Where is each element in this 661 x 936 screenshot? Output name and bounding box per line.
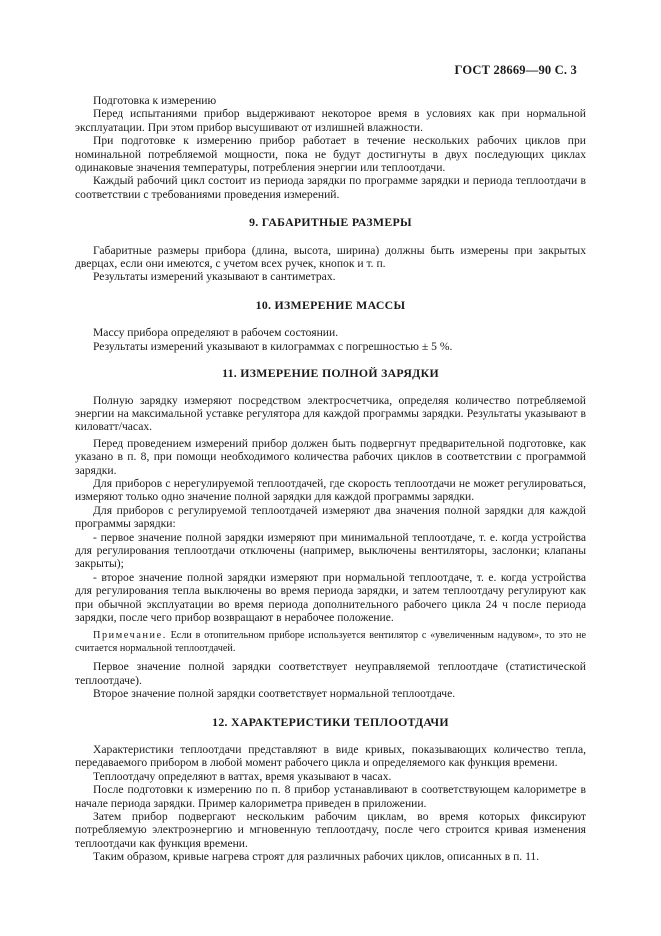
paragraph: Перед испытаниями прибор выдерживают некоторое время в условиях как при нормальной эксплуатации. При этом прибор высушивают от излишней влажности. <box>75 107 586 134</box>
paragraph: После подготовки к измерению по п. 8 прибор устанавливают в соответствующем калориметре в начале периода зарядки. Пример калориметра приведен в приложении. <box>75 783 586 810</box>
paragraph: Результаты измерений указывают в килограммах с погрешностью ± 5 %. <box>93 339 453 353</box>
paragraph: Для приборов с регулируемой теплоотдачей измеряют два значения полной зарядки для каждой программы зарядки: <box>75 503 586 531</box>
paragraph: Подготовка к измерению <box>93 94 217 107</box>
document-body <box>75 94 586 864</box>
paragraph: Габаритные размеры прибора (длина, высота, ширина) должны быть измерены при закрытых дверцах, если они имеются, с учетом всех ручек, кнопок и т. п. <box>75 243 586 271</box>
note-label: Примечание. <box>93 630 167 642</box>
paragraph: При подготовке к измерению прибор работает в течение нескольких рабочих циклов при номинальной потребляемой мощности, пока не будут достигнуты в двух последующих циклах одинаковые значения температуры, потребления энергии или теплоотдачи. <box>75 134 586 175</box>
paragraph: Массу прибора определяют в рабочем состоянии. <box>93 326 339 340</box>
page-header: ГОСТ 28669—90 С. 3 <box>454 63 577 77</box>
paragraph: Характеристики теплоотдачи представляют в виде кривых, показывающих количество тепла, передаваемого прибором в любой момент рабочего цикла и определяемого как функция времени. <box>75 743 586 770</box>
paragraph: Перед проведением измерений прибор должен быть подвергнут предварительной подготовке, как указано в п. 8, при помощи необходимого количества рабочих циклов в соответствии с программой зарядки. <box>75 436 586 477</box>
note <box>75 629 586 655</box>
paragraph: Каждый рабочий цикл состоит из периода зарядки по программе зарядки и периода теплоотдачи в соответствии с требованиями проведения измерений. <box>75 174 586 201</box>
paragraph: Полную зарядку измеряют посредством электросчетчика, определяя количество потребляемой энергии на максимальной уставке регулятора для каждой программы зарядки. Результаты указывают в киловатт/часах. <box>75 393 586 434</box>
paragraph: Затем прибор подвергают нескольким рабочим циклам, во время которых фиксируют потребляемую электроэнергию и мгновенную теплоотдачу, после чего строится кривая изменения теплоотдачи как функция времени. <box>75 810 586 850</box>
section-title: 11. ИЗМЕРЕНИЕ ПОЛНОЙ ЗАРЯДКИ <box>222 366 439 381</box>
paragraph: Таким образом, кривые нагрева строят для различных рабочих циклов, описанных в п. 11. <box>93 850 540 864</box>
section-title: 12. ХАРАКТЕРИСТИКИ ТЕПЛООТДАЧИ <box>212 714 449 729</box>
list-item: - первое значение полной зарядки измеряют при минимальной теплоотдаче, т. е. когда устройства для регулирования теплоотдачи отключены (например, выключены вентиляторы, заслонки; клапаны закрыты); <box>75 530 586 571</box>
list-item: - второе значение полной зарядки измеряют при нормальной теплоотдаче, т. е. когда устройства для регулирования тепла выключены во время периода зарядки, и затем теплоотдачу регулируют как при обычной эксплуатации во время периода дополнительного рабочего цикла 24 ч после периода зарядки, после чего прибор возвращают в нерабочее положение. <box>75 570 586 624</box>
paragraph: Первое значение полной зарядки соответствует неуправляемой теплоотдаче (статистической теплоотдаче). <box>75 660 586 687</box>
paragraph: Теплоотдачу определяют в ваттах, время указывают в часах. <box>93 769 392 783</box>
paragraph: Второе значение полной зарядки соответствует нормальной теплоотдаче. <box>93 687 456 701</box>
paragraph: Для приборов с нерегулируемой теплоотдачей, где скорость теплоотдачи не может регулироваться, измеряют только одно значение полной зарядки для каждой программы зарядки. <box>75 476 586 504</box>
note-text: Если в отопительном приборе используется вентилятор с «увеличенным надувом», то это не считается нормальной теплоотдачей. <box>75 630 586 655</box>
section-title: 10. ИЗМЕРЕНИЕ МАССЫ <box>255 297 406 312</box>
section-title: 9. ГАБАРИТНЫЕ РАЗМЕРЫ <box>249 215 412 230</box>
paragraph: Результаты измерений указывают в сантиметрах. <box>93 270 336 284</box>
